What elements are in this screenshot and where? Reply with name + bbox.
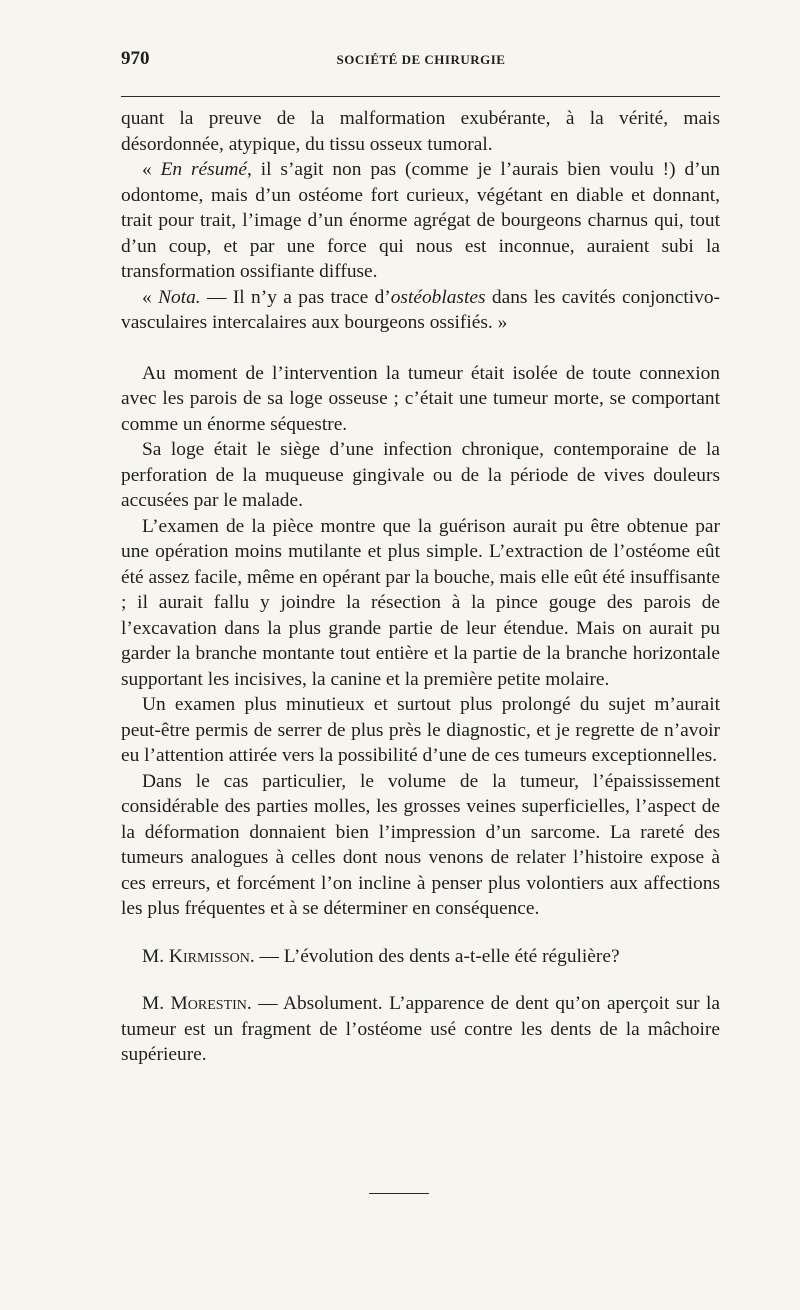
paragraph-continued: quant la preuve de la malformation exubérante, à la vérité, mais désordonnée, atypique, du tissu osseux tumoral. [121,108,720,155]
section-gap [121,922,720,944]
running-title: SOCIÉTÉ DE CHIRURGIE [336,52,506,67]
italic-nota: Nota. [158,286,201,308]
quote-open: « [142,286,159,308]
paragraph-cas-particulier: Dans le cas particulier, le volume de la tumeur, l’épaississement considérable des parties molles, les grosses veines superficielles, l’aspect de la déformation donnaient bien l’impression d’un sarcome. La rareté des tumeurs analogues à celles dont nous venons de relater l’histoire expose à ces erreurs, et forcément l’on incline à penser plus volontiers aux affections les plus fréquentes et à se déterminer en conséquence. [121,770,720,919]
dialogue-text: — Absolument. L’apparence de dent qu’on aperçoit sur la tumeur est un fragment de l’ostéome usé contre les dents de la mâchoire supérieure. [121,993,720,1065]
dialogue-kirmisson [121,944,720,970]
end-rule [369,1193,429,1194]
paragraph-resume-text: , il s’agit non pas (comme je l’aurais bien voulu !) d’un odontome, mais d’un ostéome fort curieux, végétant en diable et donnant, trait pour trait, l’image d’un énorme agrégat de bourgeons charnus qui, tout d’un coup, et par une force qui nous est inconnue, auraient subi la transformation ossifiante diffuse. [121,159,720,282]
paragraph-nota [121,285,720,336]
speaker-name: M. Kirmisson. [142,945,255,967]
italic-en-resume: En résumé [160,159,248,180]
body-text [121,106,720,1068]
quote-open: « [142,159,161,180]
italic-osteoblastes: ostéoblastes [390,286,486,308]
paragraph-diagnostic: Un examen plus minutieux et surtout plus prolongé du sujet m’aurait peut-être permis de serrer de plus près le diagnostic, et je regrette de n’avoir eu l’attention attirée vers la possibilité d’une de ces tumeurs exceptionnelles. [121,694,720,766]
page-header [121,48,721,72]
section-gap [121,969,720,991]
paragraph-nota-text: — Il n’y a pas trace d’ [200,286,391,308]
dialogue-morestin [121,991,720,1068]
paragraph-intervention: Au moment de l’intervention la tumeur était isolée de toute connexion avec les parois de sa loge osseuse ; c’était une tumeur morte, se comportant comme un énorme séquestre. [121,362,720,435]
header-rule [121,96,720,97]
dialogue-text: — L’évolution des dents a-t-elle été régulière? [254,945,620,967]
section-gap [121,336,720,361]
speaker-name: M. Morestin. [142,993,252,1014]
paragraph-infection: Sa loge était le siège d’une infection chronique, contemporaine de la perforation de la muqueuse gingivale ou de la période de vives douleurs accusées par le malade. [121,439,720,511]
page-number: 970 [121,48,150,69]
paragraph-nota-text-end: dans les cavités conjonctivo-vasculaires intercalaires aux bourgeons ossifiés. » [121,286,720,333]
paragraph-resume [121,157,720,285]
paragraph-examen: L’examen de la pièce montre que la guérison aurait pu être obtenue par une opération moins mutilante et plus simple. L’extraction de l’ostéome eût été assez facile, même en opérant par la bouche, mais elle eût été insuffisante ; il aurait fallu y joindre la résection à la pince gouge des parois de l’excavation dans la plus grande partie de leur étendue. Mais on aurait pu garder la branche montante tout entière et la partie de la branche horizontale supportant les incisives, la canine et la première petite molaire. [121,515,720,690]
